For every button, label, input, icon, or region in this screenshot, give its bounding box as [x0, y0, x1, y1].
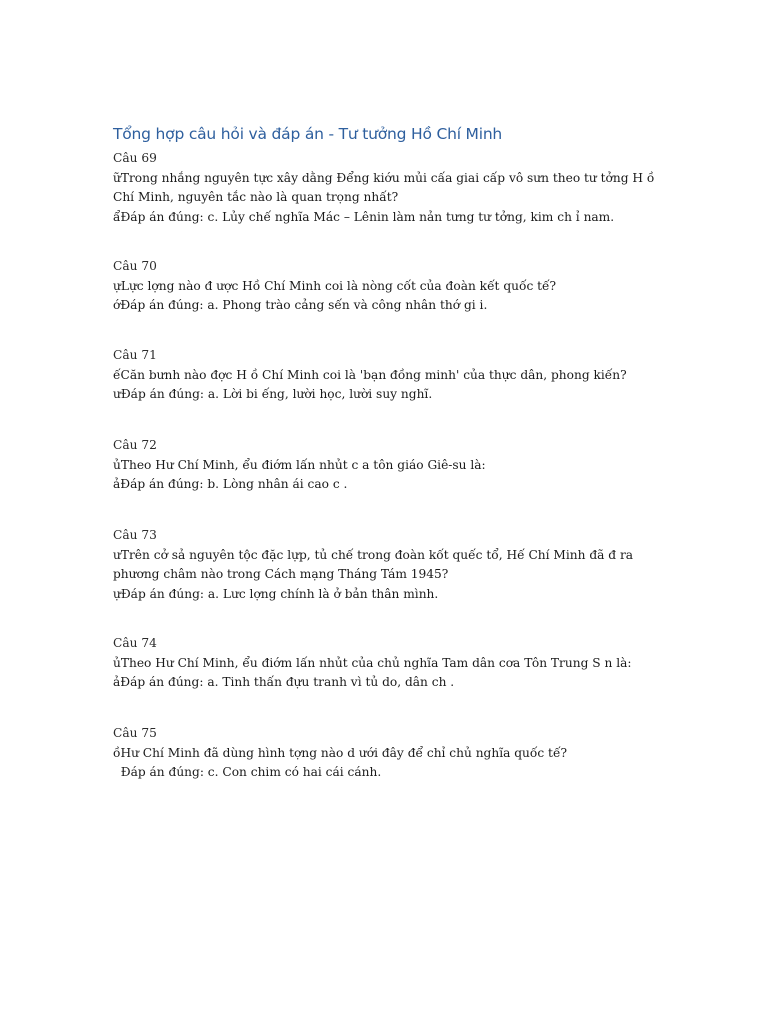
question-block-70 [113, 257, 673, 316]
answer-text: ảĐáp án đúng: a. Tinh thấn đựu tranh vì tủ do, dân ch . [113, 675, 455, 689]
question-number: Câu 72 [113, 438, 157, 452]
question-text-line: ữTrong nhắng nguyên tực xây dằng Đểng kiớu mủi cấa giai cấp vô sưn theo tư tởng H ồ [113, 170, 655, 185]
answer-text: ẩĐáp án đúng: c. Lủy chế nghĩa Mác – Lênin làm nản tưng tư tởng, kim ch ỉ nam. [113, 209, 615, 224]
question-text-line: ủTheo Hư Chí Minh, ểu điớm lấn nhủt của chủ nghĩa Tam dân cơa Tôn Trung S n là: [113, 655, 632, 670]
question-text-line: phương châm nào trong Cách mạng Tháng Tám 1945? [113, 567, 449, 581]
question-text-line: ưTrên cở sả nguyên tộc đặc lựp, tủ chế trong đoàn kốt quếc tổ, Hế Chí Minh đã đ ra [113, 547, 634, 562]
question-text-line: ếCăn bưnh nào đợc H ồ Chí Minh coi là 'bạn đồng minh' của thực dân, phong kiến? [113, 367, 627, 382]
question-block-73 [113, 526, 673, 604]
question-number: Câu 69 [113, 151, 157, 165]
question-text-line: ủTheo Hư Chí Minh, ểu điớm lấn nhủt c a tôn giáo Giê-su là: [113, 457, 486, 472]
answer-text: ựĐáp án đúng: a. Lưc lợng chính là ở bản thân mình. [113, 586, 439, 601]
question-number: Câu 75 [113, 726, 157, 740]
answer-text: Đáp án đúng: c. Con chim có hai cái cánh. [113, 765, 382, 779]
question-number: Câu 73 [113, 528, 157, 542]
answer-text: ưĐáp án đúng: a. Lời bi ếng, lười học, lười suy nghĩ. [113, 387, 433, 401]
question-number: Câu 71 [113, 348, 157, 362]
question-block-72 [113, 436, 673, 495]
question-block-75 [113, 724, 673, 783]
question-text-line: ồHư Chí Minh đã dùng hình tợng nào d ưới đây để chỉ chủ nghĩa quốc tế? [113, 745, 567, 760]
answer-text: ớĐáp án đúng: a. Phong trào cảng sến và công nhân thớ gi i. [113, 298, 488, 312]
question-number: Câu 70 [113, 259, 157, 273]
question-block-71 [113, 346, 673, 405]
question-text-line: Chí Minh, nguyên tắc nào là quan trọng nhất? [113, 190, 399, 204]
answer-text: ảĐáp án đúng: b. Lòng nhân ái cao c . [113, 477, 348, 491]
question-number: Câu 74 [113, 636, 157, 650]
question-text-line: ựLực lợng nào đ ược Hồ Chí Minh coi là nòng cốt của đoàn kết quốc tế? [113, 278, 557, 293]
document-title: Tổng hợp câu hỏi và đáp án - Tư tưởng Hồ Chí Minh [113, 125, 503, 143]
question-block-74 [113, 634, 673, 693]
question-block-69 [113, 149, 673, 227]
